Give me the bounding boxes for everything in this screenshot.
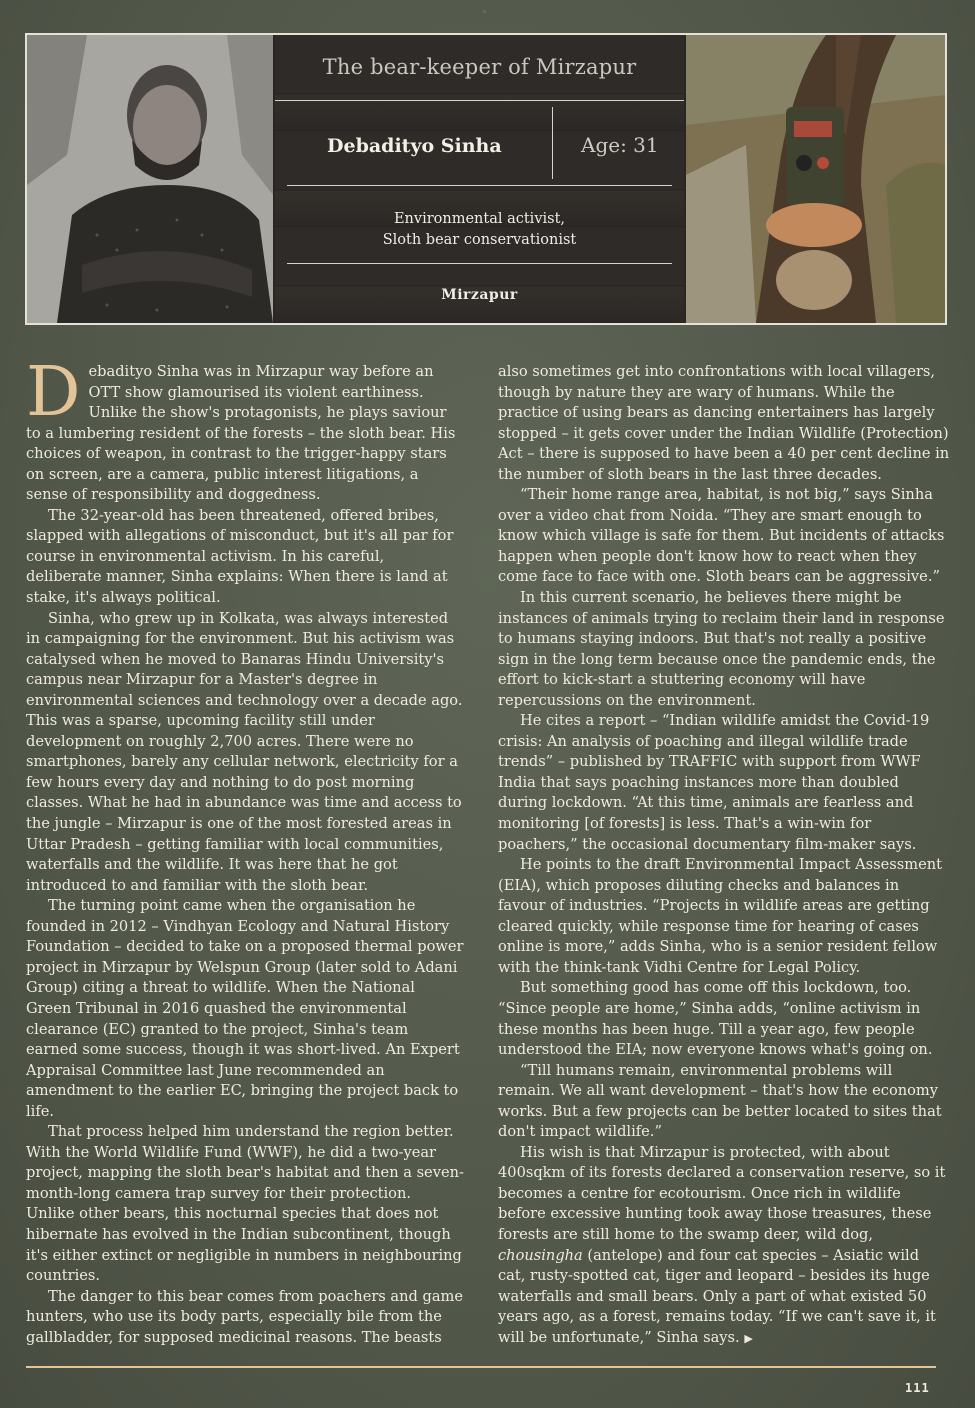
profile-place: Mirzapur: [441, 287, 518, 303]
profile-role: [275, 209, 684, 251]
profile-panel: [275, 35, 684, 323]
article-paragraph: “Their home range area, habitat, is not big,” says Sinha over a video chat from Noida. “They are smart enough to know which village is safe for them. But incidents of attacks happen when people don't know how to react when they come face to face with one. Sloth bears can be aggressive.”: [498, 486, 945, 586]
role-line: Sloth bear conservationist: [382, 232, 577, 248]
end-mark-icon: ▶: [744, 1331, 753, 1345]
footer-rule: [26, 1366, 936, 1368]
article-paragraph: The turning point came when the organisation he founded in 2012 – Vindhyan Ecology and Natural History Foundation – decided to take on a proposed thermal power project in Mirzapur by Welspun Group (later sold to Adani Group) citing a threat to wildlife. When the National Green Tribunal in 2016 quashed the environmental clearance (EC) granted to the project, Sinha's team earned some success, though it was short-lived. An Expert Appraisal Committee last June recommended an amendment to the earlier EC, bringing the project back to life.: [26, 897, 464, 1120]
page-number: 111: [905, 1381, 930, 1395]
article-paragraph: also sometimes get into confrontations with local villagers, though by nature they are wary of humans. While the practice of using bears as dancing entertainers has largely stopped – it gets cover under the Indian Wildlife (Protection) Act – there is supposed to have been a 40 per cent decline in the number of sloth bears in the last three decades.: [498, 363, 950, 483]
divider: [275, 100, 684, 101]
article-paragraph: But something good has come off this lockdown, too. “Since people are home,” Sinha adds, “online activism in these months has been huge. Till a year ago, few people understood the EIA; now everyone knows what's going on.: [498, 979, 933, 1059]
profile-name: Debadityo Sinha: [327, 135, 502, 157]
portrait-photo: [27, 35, 273, 323]
print-mark: ◦: [482, 8, 488, 18]
article-title: The bear-keeper of Mirzapur: [322, 55, 637, 79]
italic-term: chousingha: [498, 1246, 583, 1264]
article-paragraph: The 32-year-old has been threatened, offered bribes, slapped with allegations of misconduct, but it's all par for course in environmental activism. In his careful, deliberate manner, Sinha explains: When there is land at stake, it's always political.: [26, 506, 454, 607]
article-paragraph: In this current scenario, he believes there might be instances of animals trying to reclaim their land in response to humans staying indoors. But that's not really a positive sign in the long term because once the pandemic ends, the effort to kick-start a stuttering economy will have repercussions on the environment.: [498, 589, 945, 709]
divider: [287, 185, 672, 186]
divider: [552, 107, 553, 179]
article-paragraph: He cites a report – “Indian wildlife amidst the Covid-19 crisis: An analysis of poaching and illegal wildlife trade trends” – published by TRAFFIC with support from WWF India that says poaching instances more than doubled during lockdown. “At this time, animals are fearless and monitoring [of forests] is less. That's a win-win for poachers,” the occasional documentary film-maker says.: [498, 712, 930, 853]
article-paragraph: He points to the draft Environmental Impact Assessment (EIA), which proposes diluting checks and balances in favour of industries. “Projects in wildlife areas are getting cleared quickly, while response time for hearing of cases online is more,” adds Sinha, who is a senior resident fellow with the think-tank Vidhi Centre for Legal Policy.: [498, 856, 943, 976]
article-paragraph: Debadityo Sinha was in Mirzapur way before an OTT show glamourised its violent earthiness. Unlike the show's protagonists, he plays saviour to a lumbering resident of the forests – the sloth bear. His choices of weapon, in contrast to the trigger-happy stars on screen, are a camera, public interest litigations, a sense of responsibility and doggedness.: [26, 353, 456, 504]
profile-age: Age: 31: [581, 133, 659, 157]
drop-cap: D: [26, 353, 81, 432]
article-paragraph: The danger to this bear comes from poachers and game hunters, who use its body parts, especially bile from the gallbladder, for supposed medicinal reasons. The beasts: [26, 1287, 464, 1346]
article-paragraph: His wish is that Mirzapur is protected, with about 400sqkm of its forests declared a conservation reserve, so it becomes a centre for ecotourism. Once rich in wildlife before excessive hunting took away those treasures, these forests are still home to the swamp deer, wild dog, chousingha (antelope) and four cat species – Asiatic wild cat, rusty-spotted cat, tiger and leopard – besides its huge waterfalls and small bears. Only a part of what existed 50 years ago, as a forest, remains today. “If we can't save it, it will be unfortunate,” Sinha says. ▶: [498, 1143, 946, 1346]
article-paragraph: That process helped him understand the region better. With the World Wildlife Fund (WWF), he did a two-year project, mapping the sloth bear's habitat and then a seven-month-long camera trap survey for their protection. Unlike other bears, this nocturnal species that does not hibernate has evolved in the Indian subcontinent, though it's either extinct or negligible in numbers in neighbouring countries.: [26, 1123, 464, 1285]
article-paragraph: Sinha, who grew up in Kolkata, was always interested in campaigning for the environment. But his activism was catalysed when he moved to Banaras Hindu University's campus near Mirzapur for a Master's degree in environmental sciences and technology over a decade ago. This was a sparse, upcoming facility still under development on roughly 2,700 acres. There were no smartphones, barely any cellular network, electricity for a few hours every day and nothing to do post morning classes. What he had in abundance was time and access to the jungle – Mirzapur is one of the most forested areas in Uttar Pradesh – getting familiar with local communities, waterfalls and the wildlife. It was here that he got introduced to and familiar with the sloth bear.: [26, 609, 463, 894]
role-line: Environmental activist,: [393, 211, 566, 227]
article-column-right: [498, 362, 950, 1349]
camera-trap-photo: [686, 35, 945, 323]
article-paragraph: “Till humans remain, environmental problems will remain. We all want development – that's how the economy works. But a few projects can be better located to sites that don't impact wildlife.”: [498, 1061, 942, 1141]
article-column-left: [26, 353, 464, 1348]
divider: [287, 263, 672, 264]
